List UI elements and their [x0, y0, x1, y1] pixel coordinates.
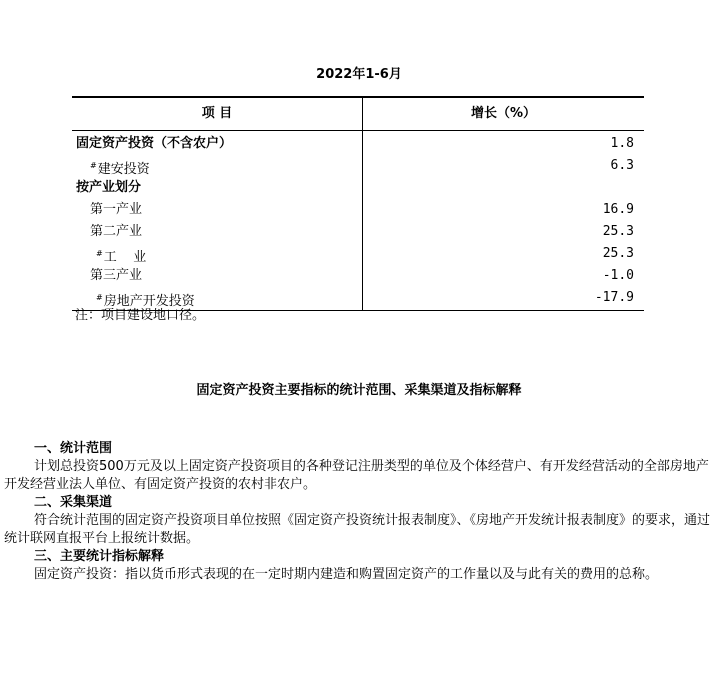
column-header-growth: 增长（%）	[362, 98, 644, 130]
column-header-item: 项 目	[201, 106, 233, 121]
table-row-primary-industry	[72, 199, 644, 221]
row-value: 25.3	[602, 246, 634, 261]
section-text-definitions: 固定资产投资：指以货币形式表现的在一定时期内建造和购置固定资产的工作量以及与此有关的费用的总称。	[34, 567, 659, 582]
table-row-fixed-asset-investment	[72, 133, 644, 155]
section-heading-channel: 二、采集渠道	[34, 495, 113, 510]
table-row-tertiary-industry	[72, 265, 644, 287]
row-value: 1.8	[610, 136, 634, 151]
growth-table	[72, 96, 644, 311]
section-heading-definitions: 三、主要统计指标解释	[34, 549, 165, 564]
row-value: 25.3	[602, 224, 634, 239]
footnote-marker: #	[90, 161, 97, 170]
row-label: 固定资产投资（不含农户）	[76, 136, 233, 151]
table-row-secondary-industry	[72, 221, 644, 243]
row-label: 第一产业	[90, 202, 143, 217]
table-row-by-industry	[72, 177, 644, 199]
explanation-body	[4, 440, 712, 584]
section-text-channel: 符合统计范围的固定资产投资项目单位按照《固定资产投资统计报表制度》、《房地产开发统计报表制度》的要求，通过统计联网直报平台上报统计数据。	[4, 513, 711, 546]
row-label: 建安投资	[97, 162, 150, 177]
footnote-marker: #	[96, 249, 103, 258]
section-text-scope: 计划总投资500万元及以上固定资产投资项目的各种登记注册类型的单位及个体经营户、有开发经营活动的全部房地产开发经营业法人单位、有固定资产投资的农村非农户。	[4, 459, 709, 492]
report-period: 2022年1-6月	[316, 67, 402, 82]
table-note: 注：项目建设地口径。	[75, 308, 206, 323]
row-value: 6.3	[610, 158, 634, 173]
section-title: 固定资产投资主要指标的统计范围、采集渠道及指标解释	[196, 383, 522, 398]
table-row-industry	[72, 243, 644, 265]
table-row-construction-investment	[72, 155, 644, 177]
row-label: 按产业划分	[76, 180, 142, 195]
row-value: -1.0	[602, 268, 634, 283]
row-label: 第三产业	[90, 268, 143, 283]
row-label: 工 业	[103, 250, 147, 265]
footnote-marker: #	[96, 293, 103, 302]
row-label: 房地产开发投资	[103, 294, 195, 309]
section-heading-scope: 一、统计范围	[34, 441, 113, 456]
row-value: -17.9	[594, 290, 634, 305]
table-header	[72, 98, 644, 131]
row-label: 第二产业	[90, 224, 143, 239]
row-value: 16.9	[602, 202, 634, 217]
